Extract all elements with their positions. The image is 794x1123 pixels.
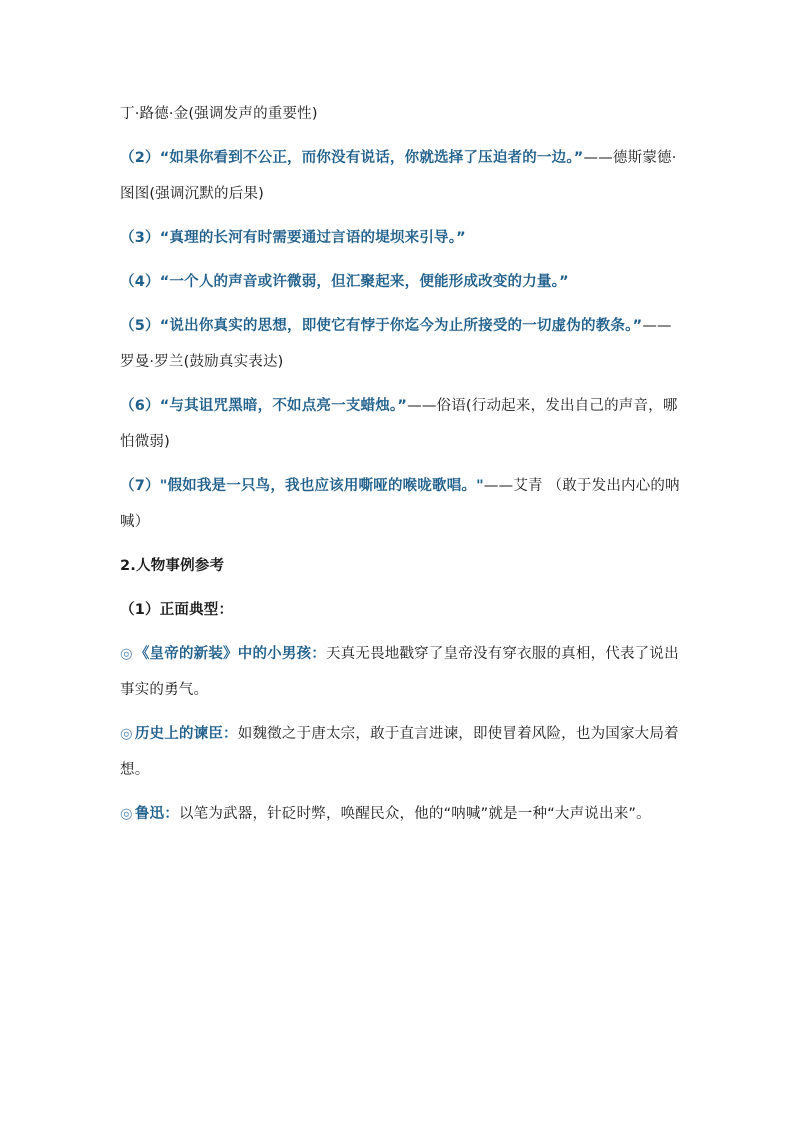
quote-6-number: （6） [120, 398, 160, 414]
document-page [120, 96, 680, 840]
example-title: 鲁迅： [134, 806, 179, 822]
quote-3-text: “真理的长河有时需要通过言语的堤坝来引导。” [159, 230, 466, 246]
example-item [120, 716, 680, 788]
quote-1 [120, 96, 680, 132]
quote-5 [120, 308, 680, 380]
section-heading: 2.人物事例参考 [120, 558, 225, 574]
quote-4-number: （4） [120, 274, 160, 290]
example-text: 如魏徵之于唐太宗，敢于直言进谏，即使冒着风险，也为国家大局着想。 [120, 726, 679, 778]
quote-6-source: ——俗语(行动起来，发出自己的声音，哪怕微弱) [120, 398, 678, 450]
example-text: 以笔为武器，针砭时弊，唤醒民众，他的“呐喊”就是一种“大声说出来”。 [178, 806, 651, 822]
quote-2 [120, 140, 680, 212]
quote-1-rest: 丁·路德·金(强调发声的重要性) [120, 106, 318, 122]
quote-2-source: ——德斯蒙德·图图(强调沉默的后果) [120, 150, 677, 202]
quote-7-text: "假如我是一只鸟，我也应该用嘶哑的喉咙歌唱。" [159, 478, 484, 494]
quote-7-number: （7） [120, 478, 160, 494]
quote-2-text: “如果你看到不公正，而你没有说话，你就选择了压迫者的一边。” [159, 150, 584, 166]
bullet-icon: ◎ [120, 726, 133, 742]
quote-4-text: “一个人的声音或许微弱，但汇聚起来，便能形成改变的力量。” [159, 274, 569, 290]
quote-7-source: ——艾青 （敢于发出内心的呐喊） [120, 478, 680, 530]
quote-3 [120, 220, 680, 256]
quote-6 [120, 388, 680, 460]
bullet-icon: ◎ [120, 646, 133, 662]
example-text: 天真无畏地戳穿了皇帝没有穿衣服的真相，代表了说出事实的勇气。 [120, 646, 679, 698]
example-item [120, 636, 680, 708]
example-title: 历史上的谏臣： [134, 726, 238, 742]
quote-7 [120, 468, 680, 540]
quote-4 [120, 264, 680, 300]
quote-6-text: “与其诅咒黑暗，不如点亮一支蜡烛。” [159, 398, 408, 414]
quote-5-number: （5） [120, 318, 160, 334]
quote-2-number: （2） [120, 150, 160, 166]
example-title: 《皇帝的新装》中的小男孩： [134, 646, 326, 662]
bullet-icon: ◎ [120, 806, 133, 822]
quote-5-source: ——罗曼·罗兰(鼓励真实表达) [120, 318, 672, 370]
example-item [120, 796, 680, 832]
sub-heading: （1）正面典型： [120, 602, 234, 618]
quote-3-number: （3） [120, 230, 160, 246]
quote-5-text: “说出你真实的思想，即使它有悖于你迄今为止所接受的一切虚伪的教条。” [159, 318, 643, 334]
